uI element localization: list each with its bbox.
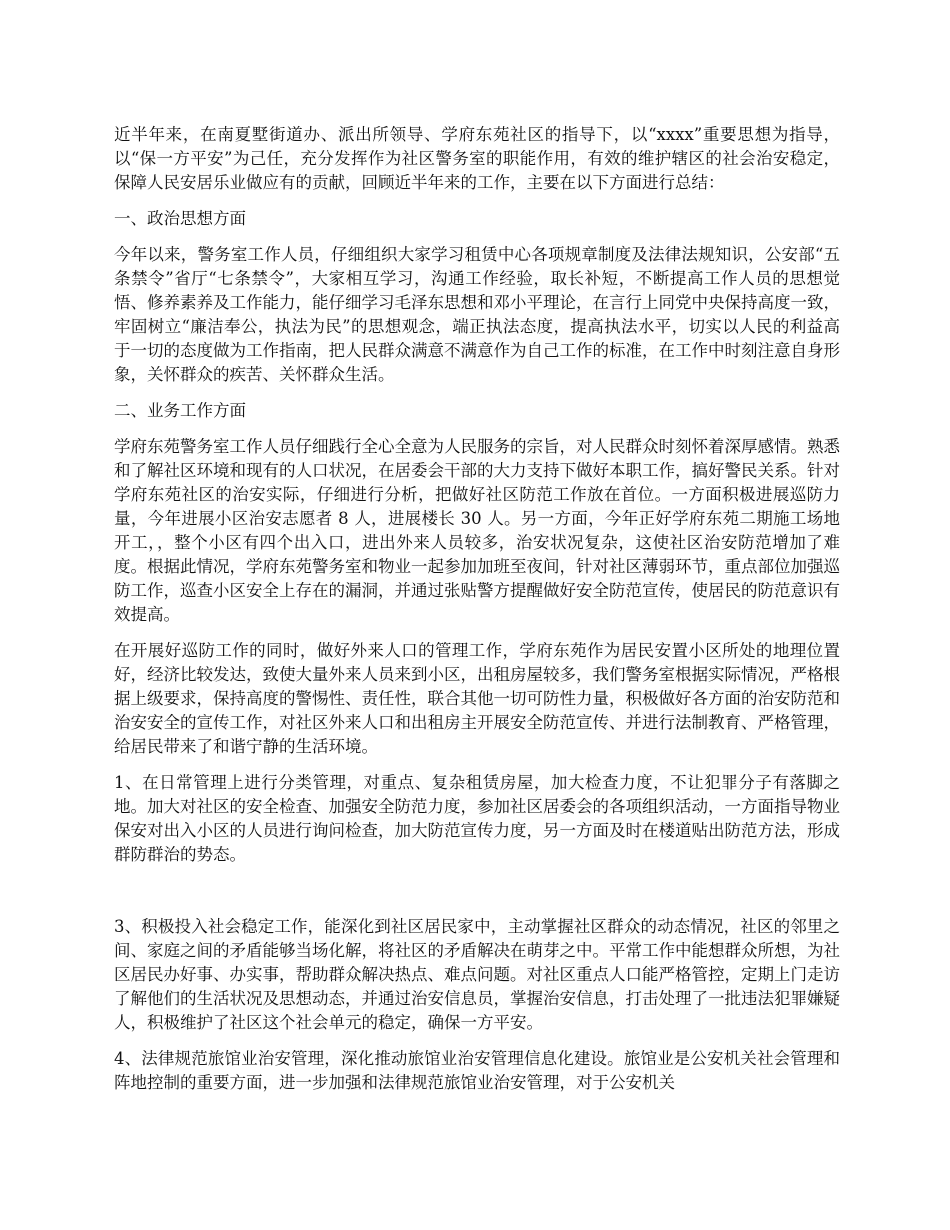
intro-paragraph: 近半年来，在南夏墅街道办、派出所领导、学府东苑社区的指导下，以“xxxx”重要思想为指导，以“保一方平安”为己任，充分发挥作为社区警务室的职能作用，有效的维护辖区的社会治安稳定，保障人民安居乐业做应有的贡献，回顾近半年来的工作，主要在以下方面进行总结： (114, 125, 840, 192)
blank-gap (114, 879, 840, 915)
politics-paragraph: 今年以来，警务室工作人员，仔细组织大家学习租赁中心各项规章制度及法律法规知识，公安部“五条禁令”省厅“七条禁令”，大家相互学习，沟通工作经验，取长补短，不断提高工作人员的思想觉悟、修养素养及工作能力，能仔细学习毛泽东思想和邓小平理论，在言行上同党中央保持高度一致，牢固树立“廉洁奉公，执法为民”的思想观念，端正执法态度，提高执法水平，切实以人民的利益高于一切的态度做为工作指南，把人民群众满意不满意作为自己工作的标准，在工作中时刻注意自身形象，关怀群众的疾苦、关怀群众生活。 (114, 245, 840, 384)
list-item-4: 4、法律规范旅馆业治安管理，深化推动旅馆业治安管理信息化建设。旅馆业是公安机关社会管理和阵地控制的重要方面，进一步加强和法律规范旅馆业治安管理，对于公安机关 (114, 1049, 840, 1092)
document-page (114, 123, 840, 1107)
business-paragraph-1: 学府东苑警务室工作人员仔细践行全心全意为人民服务的宗旨，对人民群众时刻怀着深厚感情。熟悉和了解社区环境和现有的人口状况，在居委会干部的大力支持下做好本职工作，搞好警民关系。针对学府东苑社区的治安实际，仔细进行分析，把做好社区防范工作放在首位。一方面积极进展巡防力量，今年进展小区治安志愿者 8 人，进展楼长 30 人。另一方面，今年正好学府东苑二期施工场地开工，，整个小区有四个出入口，进出外来人员较多，治安状况复杂，这使社区治安防范增加了难度。根据此情况，学府东苑警务室和物业一起参加加班至夜间，针对社区薄弱环节，重点部位加强巡防工作，巡查小区安全上存在的漏洞，并通过张贴警方提醒做好安全防范宣传，使居民的防范意识有效提高。 (114, 437, 840, 624)
list-item-3: 3、积极投入社会稳定工作，能深化到社区居民家中，主动掌握社区群众的动态情况，社区的邻里之间、家庭之间的矛盾能够当场化解，将社区的矛盾解决在萌芽之中。平常工作中能想群众所想，为社区居民办好事、办实事，帮助群众解决热点、难点问题。对社区重点人口能严格管控，定期上门走访了解他们的生活状况及思想动态，并通过治安信息员，掌握治安信息，打击处理了一批违法犯罪嫌疑人，积极维护了社区这个社会单元的稳定，确保一方平安。 (114, 917, 840, 1032)
list-item-1: 1、在日常管理上进行分类管理，对重点、复杂租赁房屋，加大检查力度，不让犯罪分子有落脚之地。加大对社区的安全检查、加强安全防范力度，参加社区居委会的各项组织活动，一方面指导物业保安对出入小区的人员进行询问检查，加大防范宣传力度，另一方面及时在楼道贴出防范方法，形成群防群治的势态。 (114, 773, 840, 864)
section-heading-politics: 一、政治思想方面 (114, 209, 246, 228)
business-paragraph-2: 在开展好巡防工作的同时，做好外来人口的管理工作，学府东苑作为居民安置小区所处的地理位置好，经济比较发达，致使大量外来人员来到小区，出租房屋较多，我们警务室根据实际情况，严格根据上级要求，保持高度的警惕性、责任性，联合其他一切可防性力量，积极做好各方面的治安防范和治安安全的宣传工作，对社区外来人口和出租房主开展安全防范宣传、并进行法制教育、严格管理，给居民带来了和谐宁静的生活环境。 (114, 641, 840, 756)
section-heading-business: 二、业务工作方面 (114, 401, 246, 420)
